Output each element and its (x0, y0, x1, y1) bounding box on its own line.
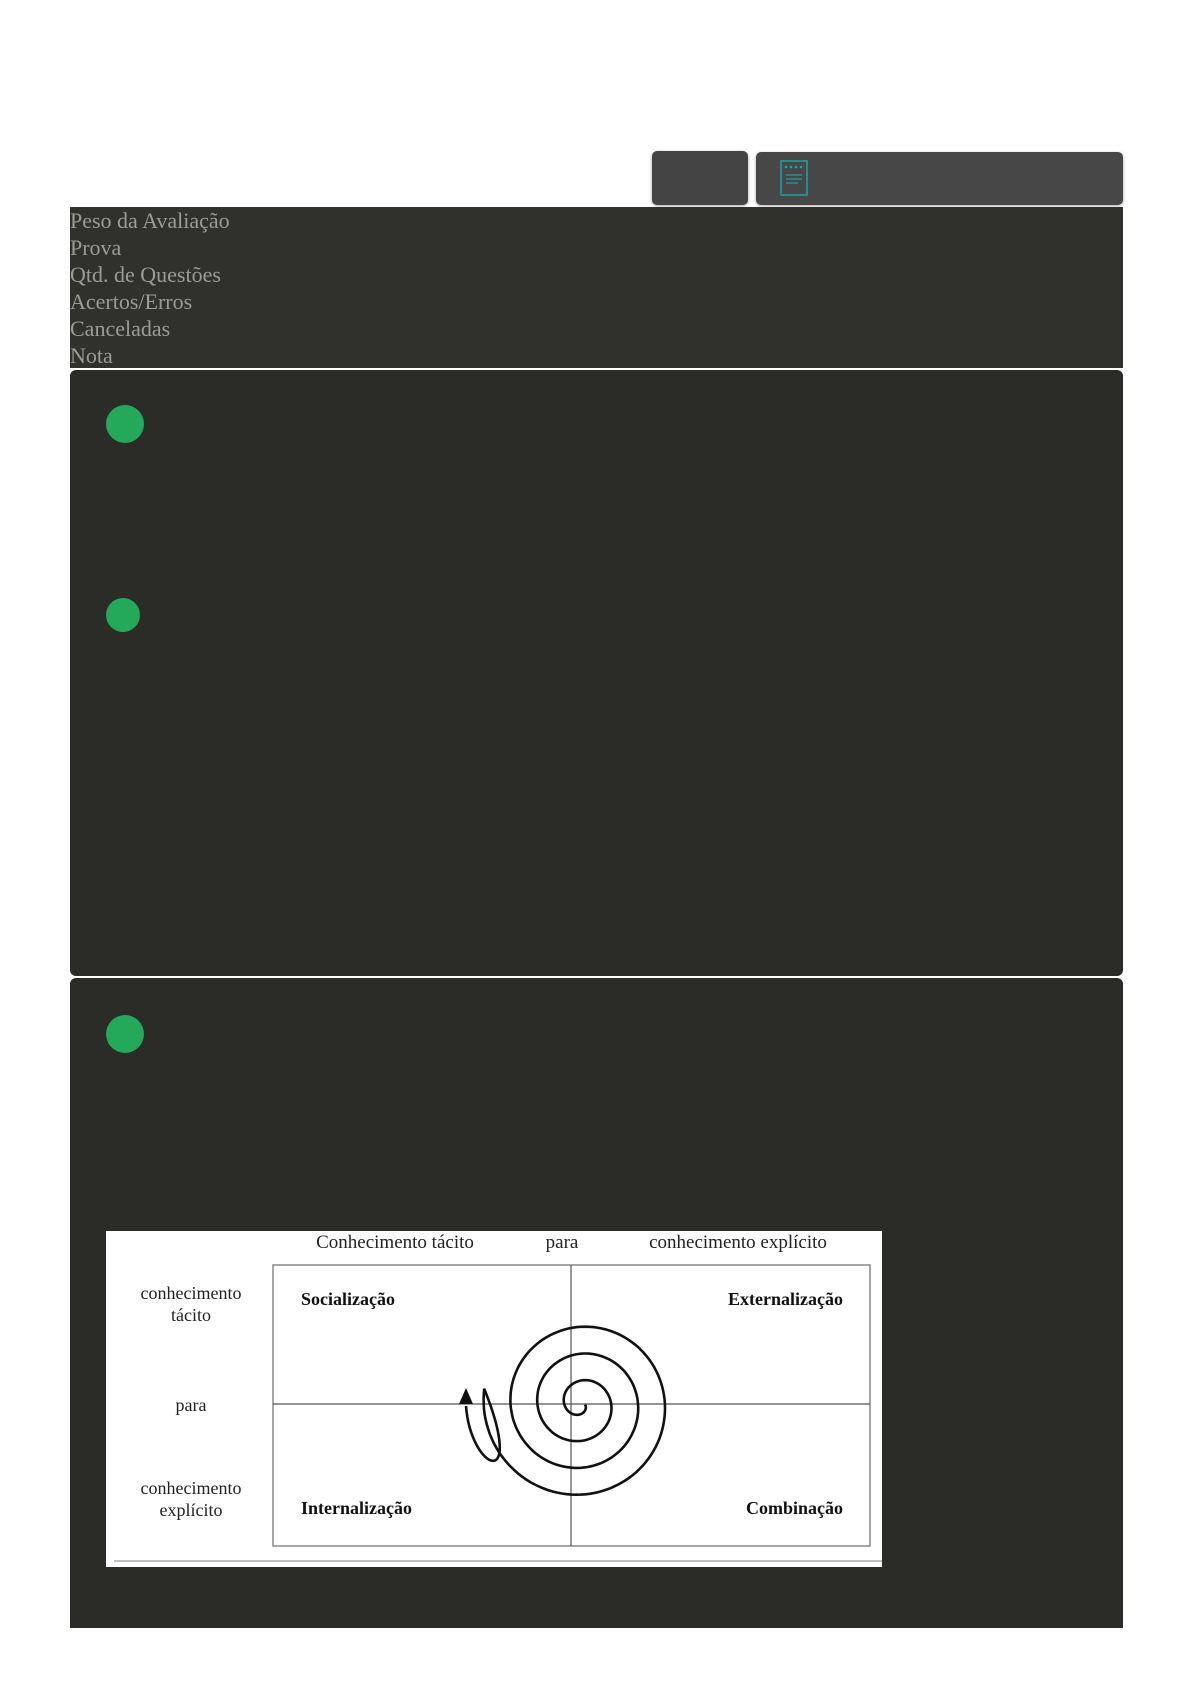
toolbar-wide-button[interactable] (756, 152, 1123, 205)
quadrant-internalization: Internalização (301, 1498, 412, 1518)
answer-status-dot (106, 598, 140, 632)
figure-label-left-tacit-1: conhecimento (140, 1283, 242, 1303)
summary-label-cancelled: Canceladas (70, 316, 171, 341)
question-card (70, 978, 1123, 1628)
figure-label-explicit: conhecimento explícito (649, 1232, 827, 1253)
summary-label-grade: Nota (70, 343, 113, 368)
quadrant-externalization: Externalização (728, 1289, 843, 1309)
summary-label-exam: Prova (70, 235, 122, 260)
spiral-arrowhead (459, 1388, 473, 1404)
question-status-dot (106, 405, 144, 443)
figure-label-left-to: para (175, 1395, 207, 1415)
summary-label-weight: Peso da Avaliação (70, 208, 230, 233)
figure-label-left-explicit-1: conhecimento (140, 1478, 242, 1498)
quadrant-combination: Combinação (745, 1498, 843, 1518)
figure-label-to-top: para (545, 1232, 579, 1253)
toolbar-small-button[interactable] (652, 151, 748, 205)
question-status-dot (106, 1015, 144, 1053)
figure-label-left-tacit-2: tácito (171, 1305, 211, 1325)
quadrant-socialization: Socialização (301, 1289, 395, 1309)
summary-label-question-count: Qtd. de Questões (70, 262, 221, 287)
question-card (70, 370, 1123, 976)
figure-label-tacit: Conhecimento tácito (316, 1232, 474, 1253)
spiral-arrow (466, 1327, 665, 1495)
document-icon (780, 160, 808, 196)
evaluation-summary (70, 207, 1123, 368)
summary-label-correct-wrong: Acertos/Erros (70, 289, 193, 314)
figure-label-left-explicit-2: explícito (159, 1500, 223, 1520)
knowledge-spiral-figure (106, 1231, 882, 1567)
